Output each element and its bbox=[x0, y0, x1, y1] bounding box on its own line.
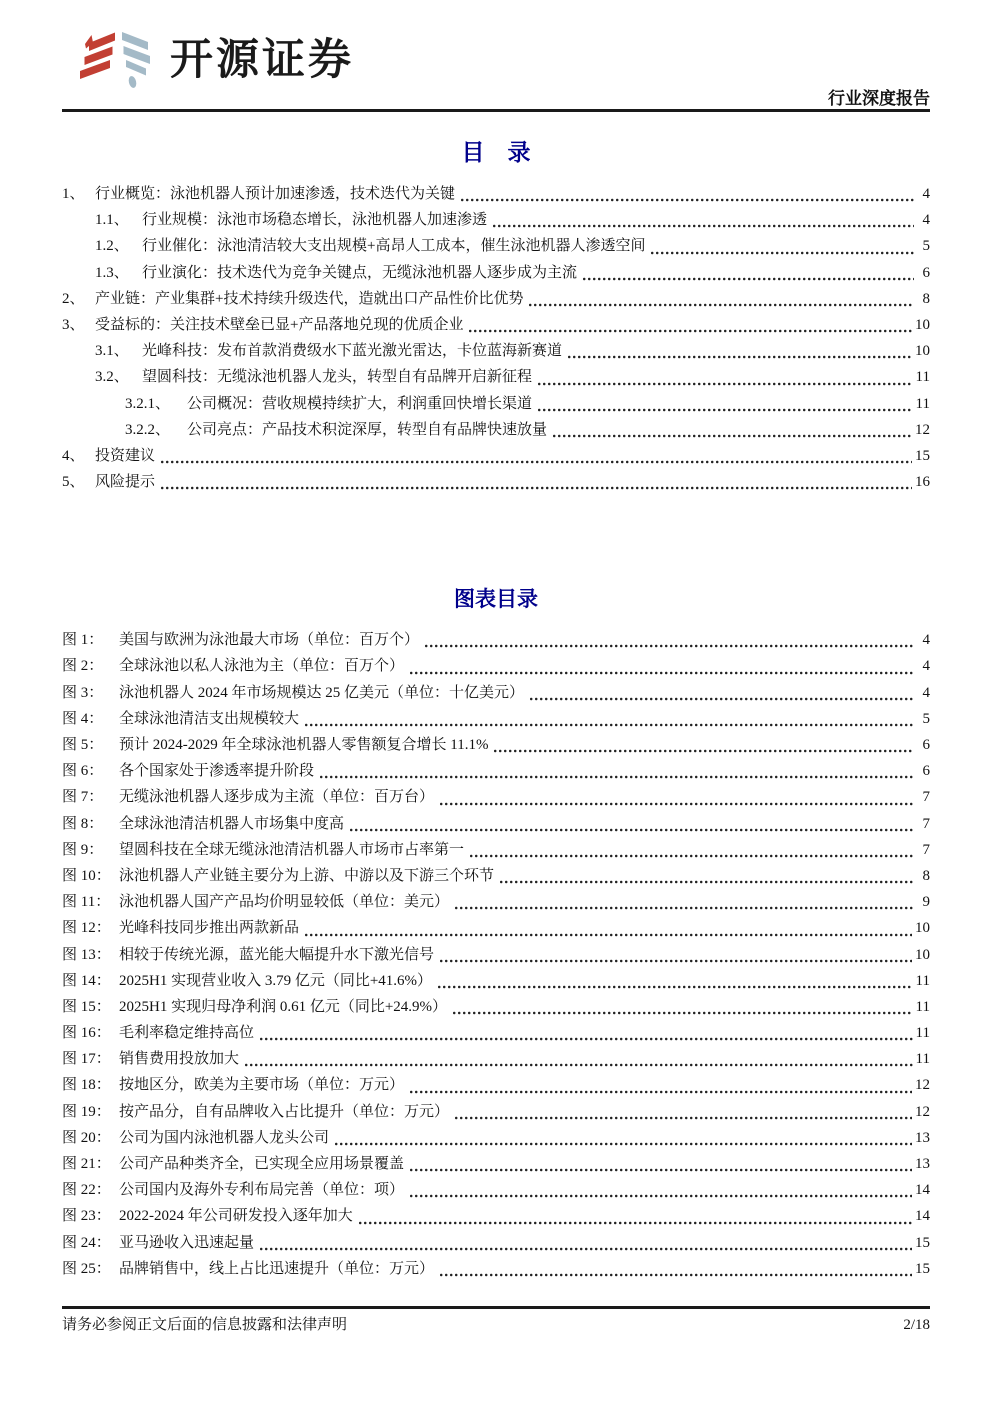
toc-item-title: 行业规模：泳池市场稳态增长，泳池机器人加速渗透 bbox=[142, 212, 488, 229]
report-type-label: 行业深度报告 bbox=[828, 89, 930, 108]
figure-item-title: 亚马逊收入迅速起量 bbox=[119, 1234, 255, 1251]
dot-leader bbox=[530, 695, 914, 703]
toc-item-page: 16 bbox=[915, 474, 930, 491]
toc-item[interactable] bbox=[62, 444, 930, 470]
toc-heading: 目 录 bbox=[461, 140, 531, 165]
dot-leader bbox=[583, 275, 914, 283]
toc-item-page: 4 bbox=[922, 212, 930, 229]
toc-item-title: 行业催化：泳池清洁较大支出规模+高昂人工成本，催生泳池机器人渗透空间 bbox=[142, 238, 646, 255]
figure-item-title: 美国与欧洲为泳池最大市场（单位：百万个） bbox=[119, 632, 420, 649]
figure-item[interactable] bbox=[62, 812, 930, 838]
figure-item-title: 泳池机器人产业链主要分为上游、中游以及下游三个环节 bbox=[119, 867, 495, 884]
dot-leader bbox=[470, 852, 914, 860]
dot-leader bbox=[440, 800, 914, 808]
footer-page-indicator: 2/18 bbox=[903, 1317, 930, 1333]
toc-item[interactable] bbox=[62, 261, 930, 287]
figure-item-page: 4 bbox=[922, 658, 930, 675]
figure-item-title: 泳池机器人 2024 年市场规模达 25 亿美元（单位：十亿美元） bbox=[119, 684, 525, 701]
figure-item[interactable] bbox=[62, 864, 930, 890]
figure-item-title: 相较于传统光源，蓝光能大幅提升水下激光信号 bbox=[119, 946, 435, 963]
figure-item[interactable] bbox=[62, 916, 930, 942]
dot-leader bbox=[410, 669, 914, 677]
figure-item-page: 11 bbox=[915, 998, 930, 1015]
figure-item-title: 按地区分，欧美为主要市场（单位：万元） bbox=[119, 1077, 405, 1094]
toc-item-title: 光峰科技：发布首款消费级水下蓝光激光雷达，卡位蓝海新赛道 bbox=[142, 343, 563, 360]
figure-item-page: 13 bbox=[915, 1129, 930, 1146]
figure-item[interactable] bbox=[62, 785, 930, 811]
toc-item-number: 1.1、 bbox=[95, 212, 129, 229]
figure-item-title: 泳池机器人国产产品均价明显较低（单位：美元） bbox=[119, 894, 450, 911]
figure-item-title: 各个国家处于渗透率提升阶段 bbox=[119, 763, 315, 780]
toc-item[interactable] bbox=[62, 182, 930, 208]
figure-item-number: 图 3： bbox=[62, 684, 104, 701]
figure-item[interactable] bbox=[62, 1204, 930, 1230]
figure-item-page: 15 bbox=[915, 1234, 930, 1251]
figure-item[interactable] bbox=[62, 1100, 930, 1126]
toc-item[interactable] bbox=[62, 234, 930, 260]
toc-item-number: 1、 bbox=[62, 186, 85, 202]
toc-item-page: 12 bbox=[915, 421, 930, 438]
figure-item[interactable] bbox=[62, 1257, 930, 1283]
figure-item-page: 4 bbox=[922, 632, 930, 649]
toc-item[interactable] bbox=[62, 392, 930, 418]
figure-item-page: 14 bbox=[915, 1182, 930, 1199]
toc-item-title: 风险提示 bbox=[95, 474, 156, 491]
figure-item[interactable] bbox=[62, 969, 930, 995]
toc-item-title: 行业概览：泳池机器人预计加速渗透，技术迭代为关键 bbox=[95, 186, 456, 202]
toc-item-title: 公司亮点：产品技术积淀深厚，转型自有品牌快速放量 bbox=[187, 421, 548, 438]
dot-leader bbox=[568, 353, 912, 361]
figure-item-page: 10 bbox=[915, 920, 930, 937]
brand-name: 开源证券 bbox=[170, 35, 354, 84]
figure-item-number: 图 14： bbox=[62, 972, 111, 989]
dot-leader bbox=[453, 1009, 913, 1017]
figure-item-title: 全球泳池清洁机器人市场集中度高 bbox=[119, 815, 345, 832]
figure-item-page: 11 bbox=[915, 1025, 930, 1042]
toc-item-title: 产业链：产业集群+技术持续升级迭代，造就出口产品性价比优势 bbox=[95, 290, 524, 307]
figure-item-title: 销售费用投放加大 bbox=[119, 1051, 240, 1068]
dot-leader bbox=[410, 1192, 912, 1200]
figure-item-number: 图 20： bbox=[62, 1129, 111, 1146]
figure-item-title: 按产品分，自有品牌收入占比提升（单位：万元） bbox=[119, 1103, 450, 1120]
figure-item-number: 图 18： bbox=[62, 1077, 111, 1094]
figure-item-page: 6 bbox=[922, 737, 930, 753]
figure-item-page: 6 bbox=[922, 763, 930, 780]
figure-item-number: 图 6： bbox=[62, 763, 104, 780]
figure-item-number: 图 5： bbox=[62, 737, 104, 753]
page-header bbox=[0, 0, 992, 112]
figure-item[interactable] bbox=[62, 838, 930, 864]
toc-item-number: 1.3、 bbox=[95, 264, 129, 281]
figure-item[interactable] bbox=[62, 995, 930, 1021]
dot-leader bbox=[553, 432, 912, 440]
dot-leader bbox=[500, 878, 914, 886]
figure-item-number: 图 23： bbox=[62, 1208, 111, 1225]
toc-item[interactable] bbox=[62, 470, 930, 496]
toc-item-title: 公司概况：营收规模持续扩大，利润重回快增长渠道 bbox=[187, 395, 533, 412]
figure-item-number: 图 24： bbox=[62, 1234, 111, 1251]
dot-leader bbox=[440, 1271, 912, 1279]
figure-item-number: 图 2： bbox=[62, 658, 104, 675]
toc-item-page: 8 bbox=[922, 290, 930, 307]
figure-item-title: 预计 2024-2029 年全球泳池机器人零售额复合增长 11.1% bbox=[119, 737, 489, 753]
figure-item-number: 图 8： bbox=[62, 815, 104, 832]
figure-item-page: 13 bbox=[915, 1156, 930, 1172]
figure-item-number: 图 22： bbox=[62, 1182, 111, 1199]
figure-item-title: 全球泳池以私人泳池为主（单位：百万个） bbox=[119, 658, 405, 675]
dot-leader bbox=[438, 983, 913, 991]
figure-item-number: 图 1： bbox=[62, 632, 104, 649]
toc-item-number: 3、 bbox=[62, 316, 85, 333]
figures-list bbox=[62, 628, 930, 1283]
toc-item-page: 11 bbox=[915, 395, 930, 412]
dot-leader bbox=[335, 1140, 912, 1148]
figure-item[interactable] bbox=[62, 759, 930, 785]
toc-item-page: 4 bbox=[922, 186, 930, 202]
figure-item-number: 图 16： bbox=[62, 1025, 111, 1042]
figure-item-number: 图 25： bbox=[62, 1260, 111, 1277]
figure-item-title: 2022-2024 年公司研发投入逐年加大 bbox=[119, 1208, 353, 1225]
figure-item[interactable] bbox=[62, 1126, 930, 1152]
figure-item-number: 图 19： bbox=[62, 1103, 111, 1120]
figure-item-number: 图 21： bbox=[62, 1156, 111, 1172]
dot-leader bbox=[425, 642, 914, 650]
figure-item-page: 15 bbox=[915, 1260, 930, 1277]
figure-item[interactable] bbox=[62, 1021, 930, 1047]
figure-item[interactable] bbox=[62, 1073, 930, 1099]
toc-item-title: 受益标的：关注技术壁垒已显+产品落地兑现的优质企业 bbox=[95, 316, 464, 333]
figure-item-number: 图 12： bbox=[62, 920, 111, 937]
toc-item[interactable] bbox=[62, 313, 930, 339]
figure-item-title: 公司为国内泳池机器人龙头公司 bbox=[119, 1129, 330, 1146]
figure-item-page: 7 bbox=[922, 815, 930, 832]
figure-item-number: 图 10： bbox=[62, 867, 111, 884]
dot-leader bbox=[538, 406, 913, 414]
figure-item-page: 8 bbox=[922, 867, 930, 884]
toc-item[interactable] bbox=[62, 208, 930, 234]
dot-leader bbox=[440, 957, 912, 965]
figure-item-number: 图 15： bbox=[62, 998, 111, 1015]
toc-item-page: 6 bbox=[922, 264, 930, 281]
figure-item-page: 4 bbox=[922, 684, 930, 701]
figure-item-title: 望圆科技在全球无缆泳池清洁机器人市场市占率第一 bbox=[119, 841, 465, 858]
toc-item-number: 3.2.1、 bbox=[125, 395, 171, 412]
dot-leader bbox=[305, 721, 914, 729]
dot-leader bbox=[260, 1035, 913, 1043]
toc-item-number: 4、 bbox=[62, 447, 85, 464]
toc-item-number: 3.1、 bbox=[95, 343, 129, 360]
toc-item[interactable] bbox=[62, 339, 930, 365]
figure-item[interactable] bbox=[62, 1152, 930, 1178]
toc-item-page: 10 bbox=[915, 343, 930, 360]
figure-item[interactable] bbox=[62, 1178, 930, 1204]
figure-item-page: 9 bbox=[922, 894, 930, 911]
dot-leader bbox=[469, 327, 912, 335]
toc-item-title: 望圆科技：无缆泳池机器人龙头，转型自有品牌开启新征程 bbox=[142, 369, 533, 386]
toc-list bbox=[62, 182, 930, 496]
figure-item-title: 光峰科技同步推出两款新品 bbox=[119, 920, 300, 937]
dot-leader bbox=[461, 196, 914, 204]
figure-item[interactable] bbox=[62, 1047, 930, 1073]
toc-item-title: 行业演化：技术迭代为竞争关键点，无缆泳池机器人逐步成为主流 bbox=[142, 264, 578, 281]
figure-item-number: 图 17： bbox=[62, 1051, 111, 1068]
figure-item-title: 全球泳池清洁支出规模较大 bbox=[119, 710, 300, 727]
dot-leader bbox=[260, 1245, 912, 1253]
figure-item[interactable] bbox=[62, 943, 930, 969]
toc-item-page: 10 bbox=[915, 316, 930, 333]
figure-item-number: 图 13： bbox=[62, 946, 111, 963]
page-footer bbox=[62, 1313, 930, 1334]
toc-item-number: 2、 bbox=[62, 290, 85, 307]
brand-logo bbox=[76, 30, 354, 90]
figure-item-number: 图 7： bbox=[62, 789, 104, 806]
figure-item-page: 7 bbox=[922, 841, 930, 858]
toc-item-page: 15 bbox=[915, 447, 930, 464]
dot-leader bbox=[410, 1088, 912, 1096]
figure-item[interactable] bbox=[62, 890, 930, 916]
toc-item-number: 3.2、 bbox=[95, 369, 129, 386]
figures-heading: 图表目录 bbox=[454, 587, 538, 612]
dot-leader bbox=[651, 249, 914, 257]
dot-leader bbox=[410, 1166, 912, 1174]
figure-item[interactable] bbox=[62, 707, 930, 733]
brand-logo-icon bbox=[76, 30, 160, 90]
dot-leader bbox=[359, 1219, 912, 1227]
footer-disclaimer: 请务必参阅正文后面的信息披露和法律声明 bbox=[62, 1317, 348, 1333]
figure-item-title: 公司国内及海外专利布局完善（单位：项） bbox=[119, 1182, 405, 1199]
figure-item[interactable] bbox=[62, 733, 930, 759]
dot-leader bbox=[161, 484, 912, 492]
toc-item-number: 1.2、 bbox=[95, 238, 129, 255]
figure-item-page: 14 bbox=[915, 1208, 930, 1225]
toc-item[interactable] bbox=[62, 418, 930, 444]
figure-item-number: 图 9： bbox=[62, 841, 104, 858]
footer-divider bbox=[62, 1306, 930, 1309]
dot-leader bbox=[538, 380, 913, 388]
figure-item-page: 7 bbox=[922, 789, 930, 806]
figure-item-number: 图 4： bbox=[62, 710, 104, 727]
figure-item[interactable] bbox=[62, 681, 930, 707]
dot-leader bbox=[350, 826, 914, 834]
toc-item-title: 投资建议 bbox=[95, 447, 156, 464]
dot-leader bbox=[320, 773, 914, 781]
figure-item[interactable] bbox=[62, 628, 930, 654]
figure-item-page: 11 bbox=[915, 972, 930, 989]
figure-item-title: 2025H1 实现营业收入 3.79 亿元（同比+41.6%） bbox=[119, 972, 433, 989]
figure-item[interactable] bbox=[62, 654, 930, 680]
dot-leader bbox=[305, 931, 912, 939]
toc-item-page: 11 bbox=[915, 369, 930, 386]
toc-item-number: 5、 bbox=[62, 474, 85, 491]
dot-leader bbox=[494, 747, 914, 755]
figure-item-title: 2025H1 实现归母净利润 0.61 亿元（同比+24.9%） bbox=[119, 998, 448, 1015]
figure-item-title: 毛利率稳定维持高位 bbox=[119, 1025, 255, 1042]
figure-item-number: 图 11： bbox=[62, 894, 111, 911]
toc-item-number: 3.2.2、 bbox=[125, 421, 171, 438]
dot-leader bbox=[161, 458, 912, 466]
figure-item-page: 12 bbox=[915, 1077, 930, 1094]
toc-item[interactable] bbox=[62, 287, 930, 313]
header-divider bbox=[62, 109, 930, 112]
dot-leader bbox=[455, 904, 914, 912]
figure-item-title: 无缆泳池机器人逐步成为主流（单位：百万台） bbox=[119, 789, 435, 806]
figure-item-page: 10 bbox=[915, 946, 930, 963]
figure-item[interactable] bbox=[62, 1231, 930, 1257]
dot-leader bbox=[493, 222, 914, 230]
figure-item-page: 12 bbox=[915, 1103, 930, 1120]
figure-item-title: 品牌销售中，线上占比迅速提升（单位：万元） bbox=[119, 1260, 435, 1277]
dot-leader bbox=[529, 301, 914, 309]
dot-leader bbox=[455, 1114, 912, 1122]
toc-item[interactable] bbox=[62, 365, 930, 391]
figure-item-page: 5 bbox=[922, 710, 930, 727]
figure-item-title: 公司产品种类齐全，已实现全应用场景覆盖 bbox=[119, 1156, 405, 1172]
toc-item-page: 5 bbox=[922, 238, 930, 255]
dot-leader bbox=[245, 1061, 913, 1069]
figure-item-page: 11 bbox=[915, 1051, 930, 1068]
